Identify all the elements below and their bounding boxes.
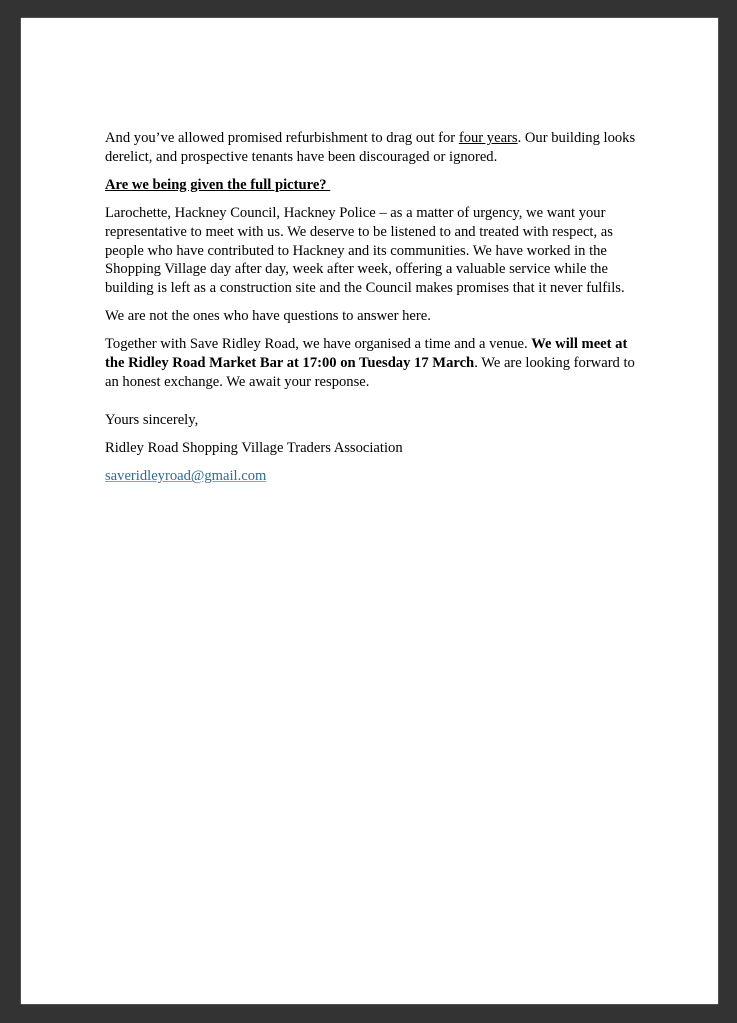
paragraph-text: And you’ve allowed promised refurbishment to drag out for (105, 130, 459, 146)
signature: Ridley Road Shopping Village Traders Association (105, 440, 403, 457)
closing: Yours sincerely, (105, 411, 199, 428)
section-heading: Are we being given the full picture? (105, 176, 331, 193)
meeting-details: We will meet at the Ridley Road Market Bar at 17:00 on Tuesday 17 March (105, 336, 628, 372)
document-page (21, 18, 718, 1004)
spacer (105, 401, 650, 411)
paragraph-meeting (105, 335, 650, 391)
paragraph-text: . Our building looks derelict, and prospective tenants have been discouraged or ignored. (105, 130, 636, 165)
paragraph-questions: We are not the ones who have questions to answer here. (105, 308, 431, 325)
underlined-text: four years (458, 130, 518, 146)
letter-body (105, 129, 650, 496)
paragraph-text: Together with Save Ridley Road, we have organised a time and a venue. (105, 336, 532, 353)
email-link[interactable]: saveridleyroad@gmail.com (105, 468, 267, 485)
paragraph-text: . We are looking forward to an honest exchange. We await your response. (105, 355, 635, 390)
paragraph-refurbishment (105, 129, 650, 166)
paragraph-urgency: Larochette, Hackney Council, Hackney Police – as a matter of urgency, we want your representative to meet with us. We deserve to be listened to and treated with respect, as people who have contributed to Hackney and its communities. We have worked in the Shopping Village day after day, week after week, offering a valuable service while the building is left as a construction site and the Council makes promises that it never fulfils. (105, 205, 625, 296)
